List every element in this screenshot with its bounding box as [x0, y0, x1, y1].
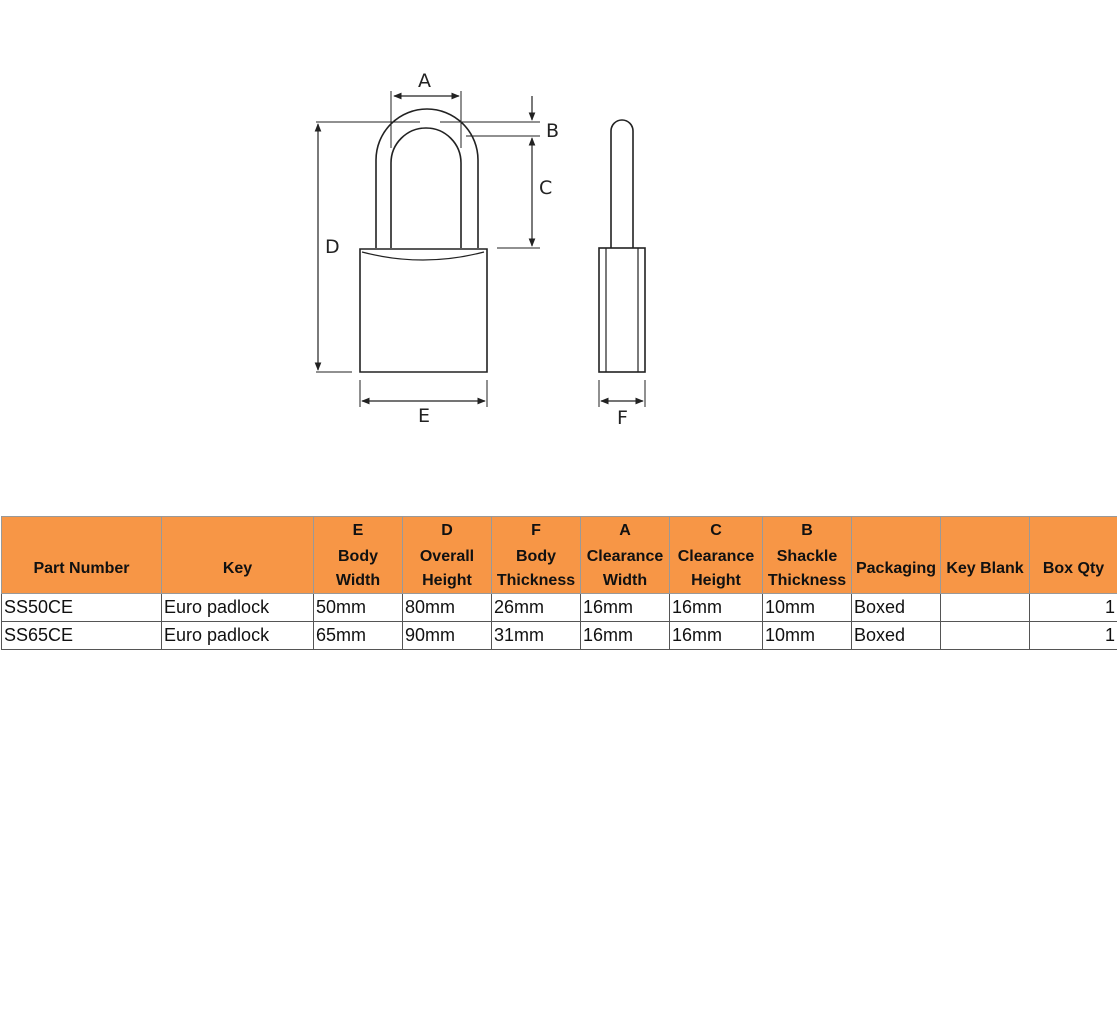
table-cell: 1 — [1030, 622, 1117, 650]
front-body — [360, 249, 487, 372]
column-header-line: Thickness — [767, 571, 847, 589]
column-header-line: Key — [222, 559, 253, 577]
table-cell: Euro padlock — [162, 594, 314, 622]
column-header-line: Height — [422, 571, 472, 589]
column-header-line: Width — [335, 571, 381, 589]
table-row — [2, 622, 1117, 650]
column-header — [314, 544, 403, 594]
column-header-line: Clearance — [677, 547, 755, 565]
table-cell: 65mm — [314, 622, 403, 650]
column-header — [763, 544, 852, 594]
column-header-line: Body — [516, 547, 556, 565]
column-header — [2, 544, 162, 594]
column-header-line: Width — [602, 571, 648, 589]
column-header — [162, 544, 314, 594]
table-cell: 26mm — [492, 594, 581, 622]
column-header-line: Key Blank — [946, 559, 1024, 577]
header-letter-cell: A — [581, 517, 670, 545]
label-f: F — [617, 407, 628, 429]
table-cell: 16mm — [670, 594, 763, 622]
table-cell — [941, 622, 1030, 650]
spec-table — [1, 516, 1117, 650]
front-body-bevel — [362, 252, 484, 260]
table-cell — [941, 594, 1030, 622]
table-cell: 1 — [1030, 594, 1117, 622]
column-header — [670, 544, 763, 594]
column-header-line: Box Qty — [1042, 559, 1105, 577]
column-header-line: Clearance — [586, 547, 664, 565]
table-cell: 10mm — [763, 622, 852, 650]
column-header-line: Shackle — [776, 547, 838, 565]
table-body — [2, 594, 1117, 650]
table-row — [2, 594, 1117, 622]
front-shackle-inner — [391, 128, 461, 248]
column-header-line: Part Number — [33, 559, 130, 577]
table-cell: 50mm — [314, 594, 403, 622]
column-header — [941, 544, 1030, 594]
label-c: C — [539, 177, 553, 199]
table-cell: 31mm — [492, 622, 581, 650]
table-cell: Boxed — [852, 594, 941, 622]
table-cell: SS65CE — [2, 622, 162, 650]
header-letter-cell — [852, 517, 941, 545]
table-cell: 16mm — [581, 594, 670, 622]
label-b: B — [546, 120, 560, 142]
label-d: D — [325, 236, 340, 258]
table-cell: 16mm — [670, 622, 763, 650]
table-cell: Euro padlock — [162, 622, 314, 650]
header-letter-cell: B — [763, 517, 852, 545]
padlock-dimension-diagram — [0, 0, 1117, 470]
column-header — [852, 544, 941, 594]
column-header — [581, 544, 670, 594]
column-header-line: Packaging — [855, 559, 937, 577]
header-letter-row — [2, 517, 1117, 545]
label-e: E — [418, 405, 431, 427]
table-cell: Boxed — [852, 622, 941, 650]
header-letter-cell — [162, 517, 314, 545]
table-cell: 90mm — [403, 622, 492, 650]
table-cell: 10mm — [763, 594, 852, 622]
header-name-row — [2, 544, 1117, 594]
header-letter-cell — [2, 517, 162, 545]
column-header-line: Thickness — [496, 571, 576, 589]
side-shackle — [611, 120, 633, 248]
column-header — [1030, 544, 1117, 594]
column-header-line: Overall — [419, 547, 475, 565]
header-letter-cell: F — [492, 517, 581, 545]
header-letter-cell — [1030, 517, 1117, 545]
column-header — [492, 544, 581, 594]
column-header-line: Body — [338, 547, 378, 565]
header-letter-cell: E — [314, 517, 403, 545]
table-cell: 16mm — [581, 622, 670, 650]
header-letter-cell: D — [403, 517, 492, 545]
table-cell: 80mm — [403, 594, 492, 622]
header-letter-cell — [941, 517, 1030, 545]
table-cell: SS50CE — [2, 594, 162, 622]
column-header-line: Height — [691, 571, 741, 589]
label-a: A — [418, 70, 431, 92]
column-header — [403, 544, 492, 594]
header-letter-cell: C — [670, 517, 763, 545]
